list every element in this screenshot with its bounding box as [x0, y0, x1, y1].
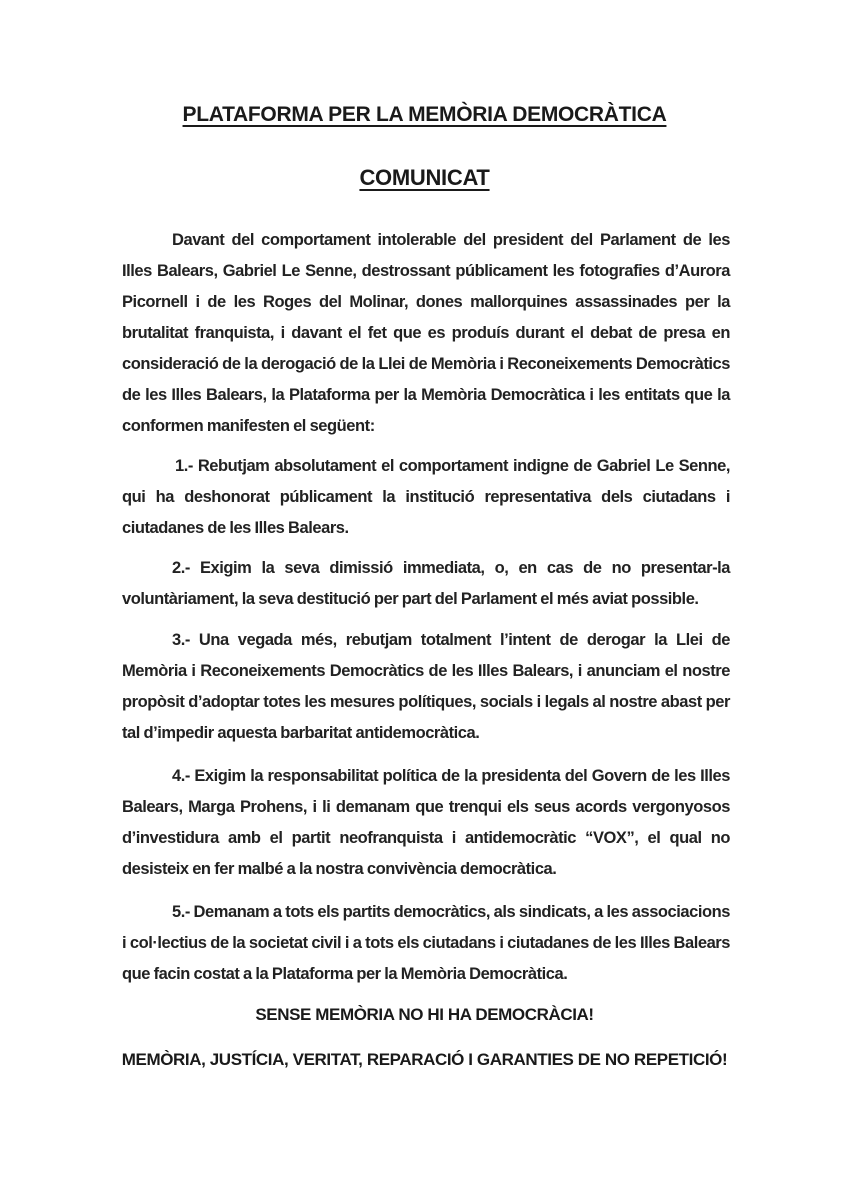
- intro-paragraph: Davant del comportament intolerable del president del Parlament de les Illes Balears, Gabriel Le Senne, destrossant públicament les fotografies d’Aurora Picornell i de les Roges del Molinar, dones mallorquines assassinades per la brutalitat franquista, i davant el fet que es produís durant el debat de presa en consideració de la derogació de la Llei de Memòria i Reconeixements Democràtics de les Illes Balears, la Plataforma per la Memòria Democràtica i les entitats que la conformen manifesten el següent:: [122, 231, 730, 435]
- point-3-paragraph: 3.- Una vegada més, rebutjam totalment l’intent de derogar la Llei de Memòria i Reconeixements Democràtics de les Illes Balears, i anunciam el nostre propòsit d’adoptar totes les mesures polítiques, socials i legals al nostre abast per tal d’impedir aquesta barbaritat antidemocràtica.: [122, 631, 730, 742]
- point-2-paragraph: 2.- Exigim la seva dimissió immediata, o, en cas de no presentar-la voluntàriament, la seva destitució per part del Parlament el més aviat possible.: [122, 559, 730, 608]
- organization-title: PLATAFORMA PER LA MEMÒRIA DEMOCRÀTICA: [182, 103, 667, 126]
- slogan-memory: SENSE MEMÒRIA NO HI HA DEMOCRÀCIA!: [255, 1005, 594, 1024]
- point-5-paragraph: 5.- Demanam a tots els partits democràtics, als sindicats, a les associacions i col·lectius de la societat civil i a tots els ciutadans i ciutadanes de les Illes Balears que facin costat a la Plataforma per la Memòria Democràtica.: [122, 903, 730, 983]
- slogan-justice: MEMÒRIA, JUSTÍCIA, VERITAT, REPARACIÓ I GARANTIES DE NO REPETICIÓ!: [121, 1050, 728, 1069]
- point-4-paragraph: 4.- Exigim la responsabilitat política de la presidenta del Govern de les Illes Balears, Marga Prohens, i li demanam que trenqui els seus acords vergonyosos d’investidura amb el partit neofranquista i antidemocràtic “VOX”, el qual no desisteix en fer malbé a la nostra convivència democràtica.: [122, 767, 730, 878]
- point-1-paragraph: 1.- Rebutjam absolutament el comportament indigne de Gabriel Le Senne, qui ha deshonorat públicament la institució representativa dels ciutadans i ciutadanes de les Illes Balears.: [122, 457, 730, 537]
- document-title: COMUNICAT: [359, 165, 490, 190]
